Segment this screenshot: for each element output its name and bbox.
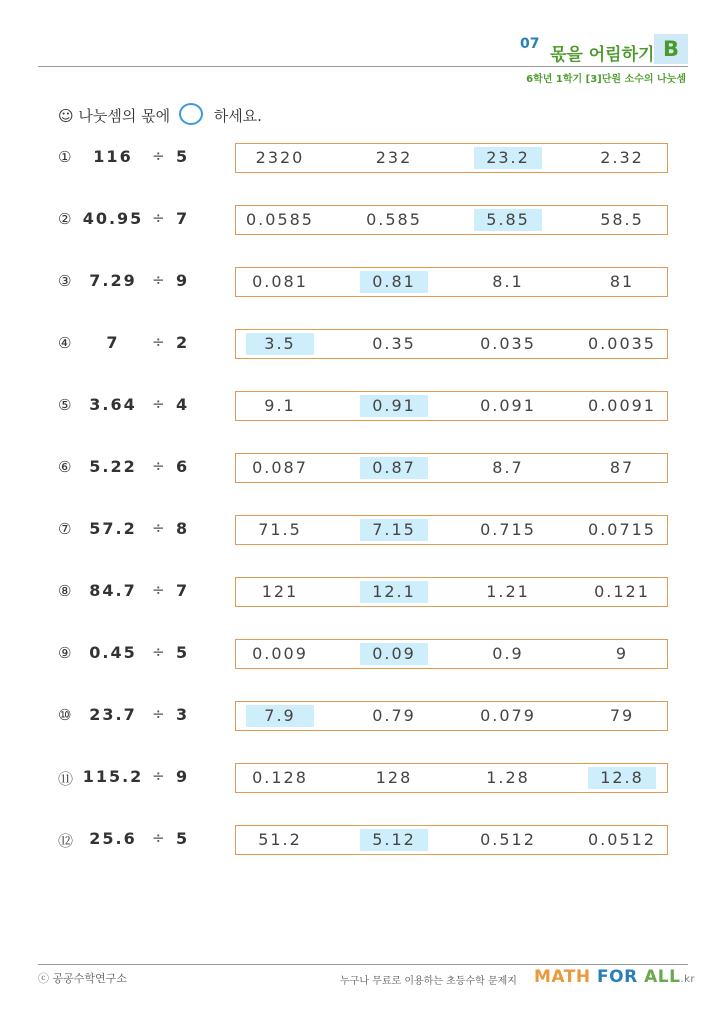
divisor: 2 (176, 333, 188, 352)
answer-choices-box (235, 391, 668, 421)
answer-choice-highlighted[interactable]: 23.2 (474, 147, 542, 169)
divisor: 7 (176, 581, 188, 600)
problem-row (0, 763, 724, 793)
answer-choice[interactable]: 0.079 (480, 706, 536, 725)
answer-choices-box (235, 143, 668, 173)
divide-operator: ÷ (152, 705, 165, 723)
divide-operator: ÷ (152, 767, 165, 785)
answer-choice[interactable]: 81 (609, 272, 635, 291)
answer-choice[interactable]: 0.0715 (588, 520, 656, 539)
answer-choice[interactable]: 2.32 (600, 148, 644, 167)
answer-choice[interactable]: 128 (375, 768, 413, 787)
dividend: 84.7 (89, 581, 137, 600)
brand-for: FOR (597, 967, 638, 987)
divide-operator: ÷ (152, 209, 165, 227)
answer-choice[interactable]: 0.35 (372, 334, 416, 353)
answer-choice[interactable]: 0.087 (252, 458, 308, 477)
divisor: 7 (176, 209, 188, 228)
divisor: 4 (176, 395, 188, 414)
answer-choice[interactable]: 2320 (255, 148, 305, 167)
answer-choice[interactable]: 0.715 (480, 520, 536, 539)
answer-choice-highlighted[interactable]: 0.81 (360, 271, 428, 293)
divisor: 9 (176, 271, 188, 290)
answer-choice[interactable]: 8.7 (492, 458, 524, 477)
brand-all: ALL (644, 967, 681, 987)
dividend: 7 (106, 333, 120, 352)
level-badge: B (654, 34, 688, 64)
problem-row (0, 143, 724, 173)
worksheet-subtitle: 6학년 1학기 [3]단원 소수의 나눗셈 (526, 74, 686, 85)
answer-choices-box (235, 639, 668, 669)
dividend: 5.22 (89, 457, 137, 476)
problem-row (0, 701, 724, 731)
answer-choices-box (235, 763, 668, 793)
answer-choice[interactable]: 0.128 (252, 768, 308, 787)
problem-number: ⑥ (58, 458, 72, 476)
answer-choice-highlighted[interactable]: 7.9 (246, 705, 314, 727)
divide-operator: ÷ (152, 395, 165, 413)
answer-choice[interactable]: 0.0035 (588, 334, 656, 353)
divisor: 8 (176, 519, 188, 538)
worksheet-title: 몫을 어림하기 (550, 45, 655, 65)
answer-choices-box (235, 701, 668, 731)
divisor: 6 (176, 457, 188, 476)
problem-row (0, 391, 724, 421)
dividend: 25.6 (89, 829, 137, 848)
answer-choice-highlighted[interactable]: 5.12 (360, 829, 428, 851)
problem-number: ③ (58, 272, 72, 290)
problem-number: ⑤ (58, 396, 72, 414)
problem-number: ⑫ (58, 832, 74, 850)
answer-choices-box (235, 515, 668, 545)
problem-number: ⑩ (58, 706, 72, 724)
answer-choice[interactable]: 0.79 (372, 706, 416, 725)
problem-number: ⑧ (58, 582, 72, 600)
answer-choice[interactable]: 9.1 (264, 396, 296, 415)
divide-operator: ÷ (152, 271, 165, 289)
answer-choice[interactable]: 0.009 (252, 644, 308, 663)
divisor: 5 (176, 643, 188, 662)
answer-choice[interactable]: 51.2 (258, 830, 302, 849)
answer-choice[interactable]: 87 (609, 458, 635, 477)
answer-choices-box (235, 329, 668, 359)
divisor: 9 (176, 767, 188, 786)
problem-number: ⑨ (58, 644, 72, 662)
answer-choices-box (235, 577, 668, 607)
problem-row (0, 267, 724, 297)
brand-kr: .kr (680, 974, 695, 985)
answer-choice[interactable]: 79 (609, 706, 635, 725)
dividend: 115.2 (82, 767, 144, 786)
divide-operator: ÷ (152, 829, 165, 847)
answer-choice[interactable]: 232 (375, 148, 413, 167)
answer-choice[interactable]: 71.5 (258, 520, 302, 539)
problem-row (0, 639, 724, 669)
problem-row (0, 515, 724, 545)
problem-row (0, 577, 724, 607)
divide-operator: ÷ (152, 147, 165, 165)
instruction-text-after: 하세요. (213, 107, 262, 125)
answer-choice-highlighted[interactable]: 0.09 (360, 643, 428, 665)
problem-number: ② (58, 210, 72, 228)
answer-choices-box (235, 453, 668, 483)
answer-choice[interactable]: 0.035 (480, 334, 536, 353)
answer-choice-highlighted[interactable]: 7.15 (360, 519, 428, 541)
problem-row (0, 205, 724, 235)
answer-choice[interactable]: 8.1 (492, 272, 524, 291)
brand-math: MATH (534, 967, 591, 987)
dividend: 0.45 (89, 643, 137, 662)
answer-choice-highlighted[interactable]: 0.87 (360, 457, 428, 479)
answer-choice[interactable]: 9 (615, 644, 629, 663)
answer-choice[interactable]: 121 (261, 582, 299, 601)
answer-choice[interactable]: 1.28 (486, 768, 530, 787)
divide-operator: ÷ (152, 581, 165, 599)
footer-copyright: ⓒ 공공수학연구소 (38, 972, 127, 985)
problem-number: ⑦ (58, 520, 72, 538)
answer-choice[interactable]: 0.512 (480, 830, 536, 849)
answer-choice-highlighted[interactable]: 0.91 (360, 395, 428, 417)
instruction (58, 103, 262, 126)
answer-choice-highlighted[interactable]: 3.5 (246, 333, 314, 355)
answer-choices-box (235, 825, 668, 855)
answer-choices-box (235, 267, 668, 297)
answer-choice[interactable]: 0.0091 (588, 396, 656, 415)
problem-number: ④ (58, 334, 72, 352)
answer-choice-highlighted[interactable]: 12.8 (588, 767, 656, 789)
circle-icon (179, 103, 203, 125)
answer-choice[interactable]: 0.091 (480, 396, 536, 415)
problem-row (0, 453, 724, 483)
answer-choice[interactable]: 0.081 (252, 272, 308, 291)
divide-operator: ÷ (152, 643, 165, 661)
answer-choice-highlighted[interactable]: 5.85 (474, 209, 542, 231)
footer-divider (38, 964, 688, 965)
dividend: 3.64 (89, 395, 137, 414)
dividend: 116 (93, 147, 133, 166)
answer-choice[interactable]: 1.21 (486, 582, 530, 601)
answer-choice[interactable]: 0.0585 (246, 210, 314, 229)
divisor: 5 (176, 829, 188, 848)
problem-row (0, 825, 724, 855)
answer-choice[interactable]: 0.0512 (588, 830, 656, 849)
header-divider (38, 66, 688, 67)
divide-operator: ÷ (152, 457, 165, 475)
answer-choice[interactable]: 0.585 (366, 210, 422, 229)
answer-choice[interactable]: 0.9 (492, 644, 524, 663)
dividend: 23.7 (89, 705, 137, 724)
problem-number: ① (58, 148, 72, 166)
answer-choice[interactable]: 0.121 (594, 582, 650, 601)
instruction-text-before: 나눗셈의 몫에 (78, 107, 171, 125)
dividend: 40.95 (82, 209, 144, 228)
problem-number: ⑪ (58, 770, 74, 788)
dividend: 57.2 (89, 519, 137, 538)
worksheet-number: 07 (520, 36, 540, 52)
divisor: 3 (176, 705, 188, 724)
divide-operator: ÷ (152, 519, 165, 537)
divide-operator: ÷ (152, 333, 165, 351)
brand-logo (534, 967, 695, 987)
answer-choices-box (235, 205, 668, 235)
divisor: 5 (176, 147, 188, 166)
dividend: 7.29 (89, 271, 137, 290)
footer-tagline: 누구나 무료로 이용하는 초등수학 문제지 (340, 976, 517, 987)
answer-choice[interactable]: 58.5 (600, 210, 644, 229)
smile-icon: ☺ (58, 107, 74, 125)
problem-row (0, 329, 724, 359)
answer-choice-highlighted[interactable]: 12.1 (360, 581, 428, 603)
